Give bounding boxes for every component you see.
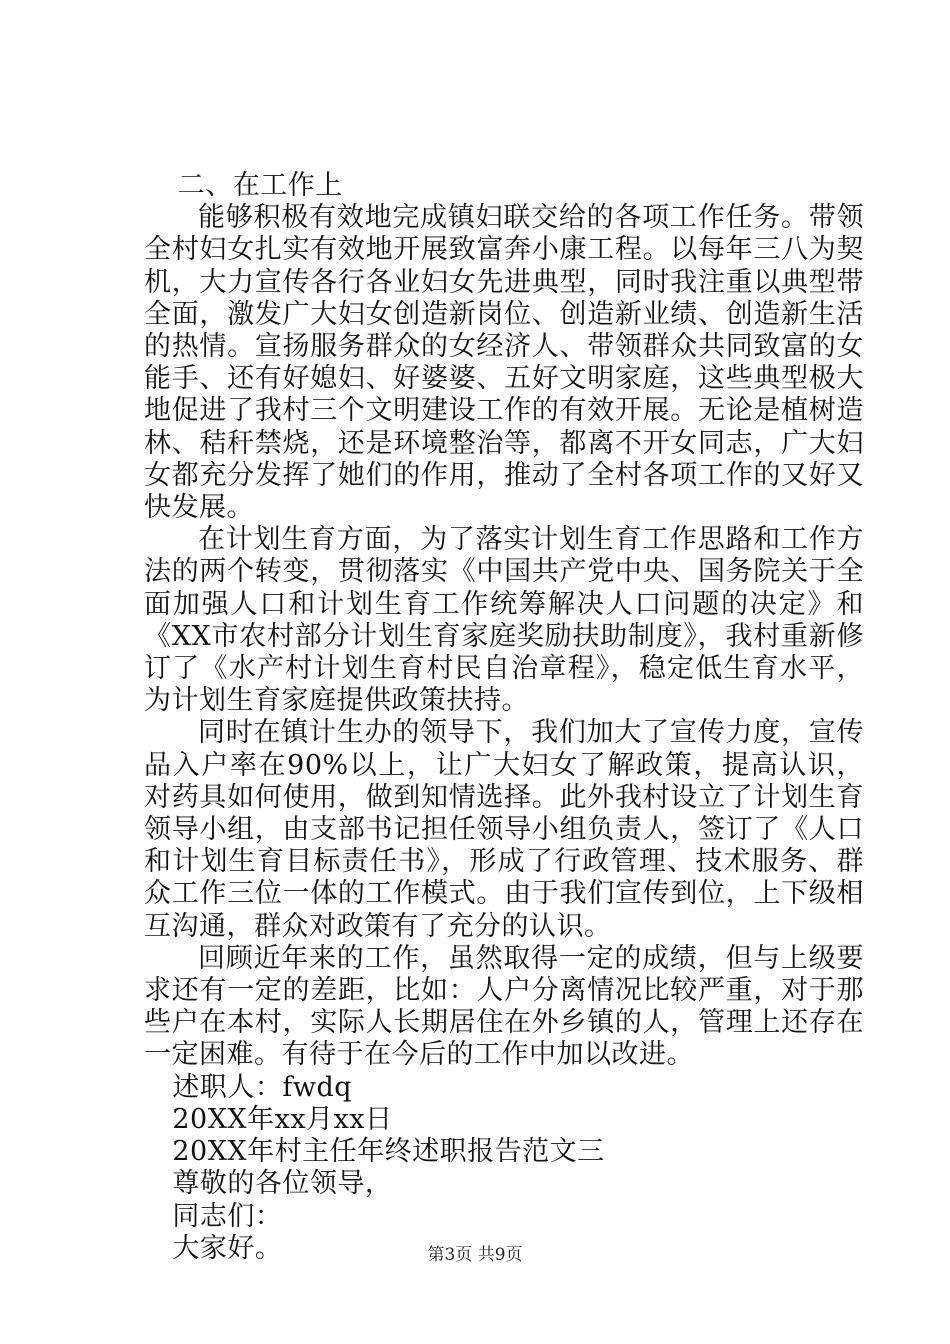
section-heading: 二、在工作上 <box>177 170 343 201</box>
page-number-footer: 第3页 共9页 <box>427 1245 523 1265</box>
paragraph-review: 回顾近年来的工作，虽然取得一定的成绩，但与上级要求还有一定的差距，比如：人户分离情况比较严重，对于那些户在本村，实际人长期居住在外乡镇的人，管理上还存在一定困难。有待于在今后的工作中加以改进。 <box>144 942 864 1071</box>
paragraph-work-tasks: 能够积极有效地完成镇妇联交给的各项工作任务。带领全村妇女扎实有效地开展致富奔小康工程。以每年三八为契机，大力宣传各行各业妇女先进典型，同时我注重以典型带全面，激发广大妇女创造新岗位、创造新业绩、创造新生活的热情。宣扬服务群众的女经济人、带领群众共同致富的女能手、还有好媳妇、好婆婆、五好文明家庭，这些典型极大地促进了我村三个文明建设工作的有效开展。无论是植树造林、秸秆禁烧，还是环境整治等，都离不开女同志，广大妇女都充分发挥了她们的作用，推动了全村各项工作的又好又快发展。 <box>144 202 864 524</box>
next-report-title: 20XX年村主任年终述职报告范文三 <box>172 1136 605 1168</box>
date-line: 20XX年xx月xx日 <box>172 1103 393 1135</box>
salutation-leaders: 尊敬的各位领导， <box>172 1168 393 1200</box>
greeting-line: 大家好。 <box>172 1232 283 1264</box>
salutation-comrades: 同志们： <box>172 1200 283 1232</box>
paragraph-publicity: 同时在镇计生办的领导下，我们加大了宣传力度，宣传品入户率在90%以上，让广大妇女了解政策，提高认识，对药具如何使用，做到知情选择。此外我村设立了计划生育领导小组，由支部书记担任领导小组负责人，签订了《人口和计划生育目标责任书》，形成了行政管理、技术服务、群众工作三位一体的工作模式。由于我们宣传到位，上下级相互沟通，群众对政策有了充分的认识。 <box>144 717 864 942</box>
paragraph-family-planning: 在计划生育方面，为了落实计划生育工作思路和工作方法的两个转变，贯彻落实《中国共产党中央、国务院关于全面加强人口和计划生育工作统筹解决人口问题的决定》和《XX市农村部分计划生育家庭奖励扶助制度》，我村重新修订了《水产村计划生育村民自治章程》，稳定低生育水平，为计划生育家庭提供政策扶持。 <box>144 524 864 717</box>
document-body <box>144 170 864 1265</box>
reporter-line: 述职人：fwdq <box>172 1071 353 1103</box>
